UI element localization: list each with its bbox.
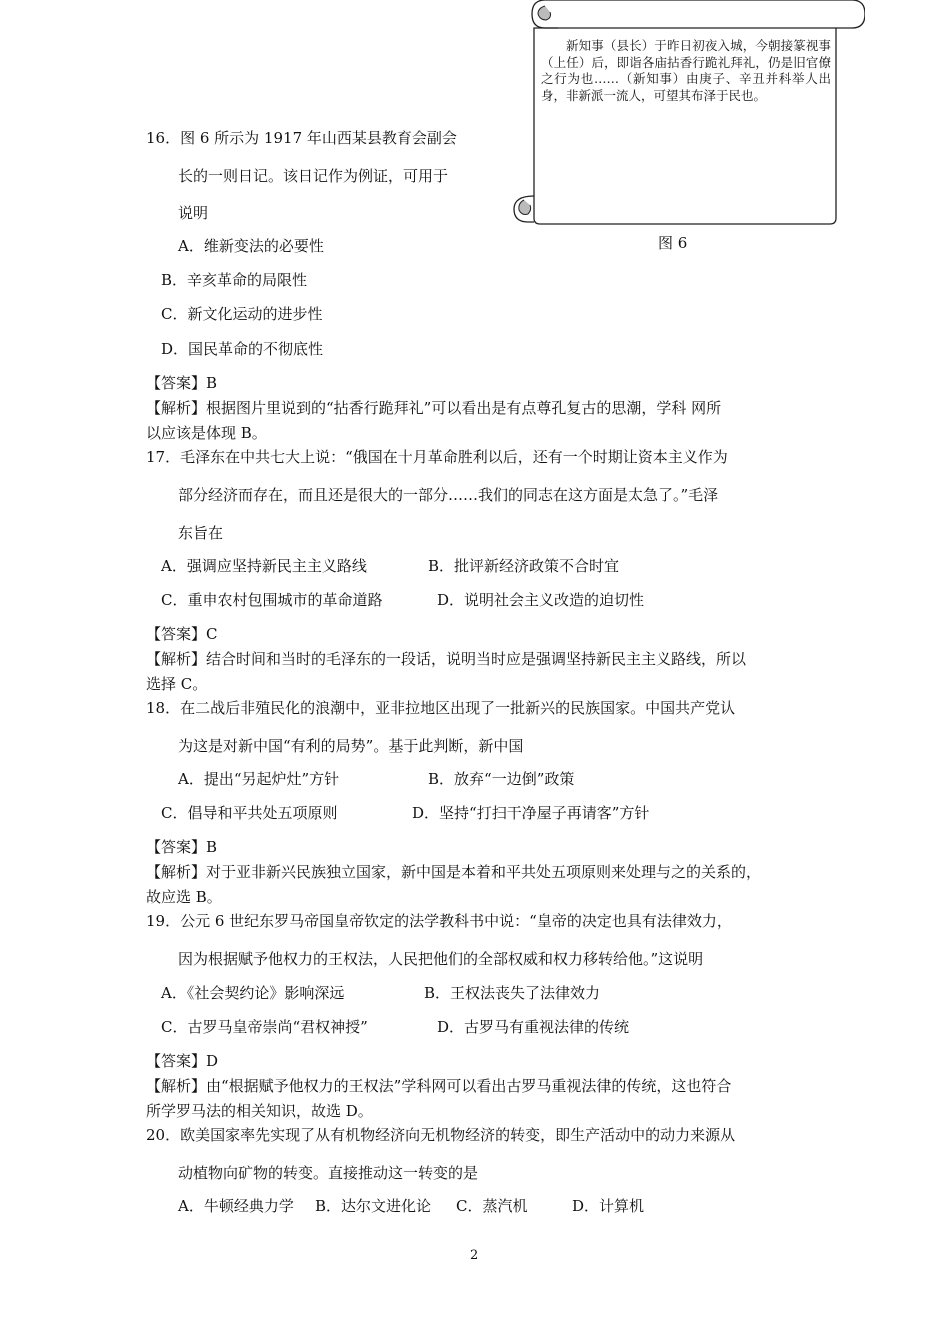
- question-19-option-a: A．《社会契约论》影响深远: [161, 984, 345, 1002]
- question-19-analysis-line-2: 所学罗马法的相关知识，故选 D。: [146, 1102, 373, 1120]
- scroll-figure: [500, 0, 865, 228]
- question-20-stem-line-1: 20．欧美国家率先实现了从有机物经济向无机物经济的转变，即生产活动中的动力来源从: [146, 1126, 736, 1144]
- question-17-stem-line-1: 17．毛泽东在中共七大上说：“俄国在十月革命胜利以后，还有一个时期让资本主义作为: [146, 448, 728, 466]
- question-17-stem-line-2: 部分经济而存在，而且还是很大的一部分……我们的同志在这方面是太急了。”毛泽: [178, 486, 719, 504]
- question-19-stem-line-2: 因为根据赋予他权力的王权法，人民把他们的全部权威和权力移转给他。”这说明: [178, 950, 704, 968]
- question-19-option-b: B．王权法丧失了法律效力: [424, 984, 601, 1002]
- question-18-answer: 【答案】B: [146, 838, 218, 856]
- question-20-option-b: B．达尔文进化论: [315, 1197, 432, 1215]
- question-18-option-c: C．倡导和平共处五项原则: [161, 804, 338, 822]
- question-16-option-b: B．辛亥革命的局限性: [161, 271, 308, 289]
- question-18-option-b: B．放弃“一边倒”政策: [428, 770, 575, 788]
- question-16-stem-line-2: 长的一则日记。该日记作为例证，可用于: [178, 167, 449, 185]
- question-17-option-c: C．重申农村包围城市的革命道路: [161, 591, 383, 609]
- question-17-option-d: D．说明社会主义改造的迫切性: [437, 591, 645, 609]
- question-17-stem-line-3: 东旨在: [178, 524, 224, 542]
- question-20-stem-line-2: 动植物向矿物的转变。直接推动这一转变的是: [178, 1164, 479, 1182]
- question-18-analysis-line-2: 故应选 B。: [146, 888, 222, 906]
- question-17-analysis-line-2: 选择 C。: [146, 675, 208, 693]
- question-16-stem-line-3: 说明: [178, 204, 209, 222]
- question-18-stem-line-2: 为这是对新中国“有利的局势”。基于此判断，新中国: [178, 737, 524, 755]
- question-17-option-b: B．批评新经济政策不合时宜: [428, 557, 620, 575]
- question-20-option-d: D．计算机: [572, 1197, 645, 1215]
- question-18-option-d: D．坚持“打扫干净屋子再请客”方针: [412, 804, 650, 822]
- question-19-option-d: D．古罗马有重视法律的传统: [437, 1018, 630, 1036]
- figure-caption: 图 6: [658, 234, 688, 252]
- question-17-answer: 【答案】C: [146, 625, 218, 643]
- question-16-answer: 【答案】B: [146, 374, 218, 392]
- question-19-analysis-line-1: 【解析】由“根据赋予他权力的王权法”学科网可以看出古罗马重视法律的传统，这也符合: [146, 1077, 732, 1095]
- question-20-option-c: C．蒸汽机: [456, 1197, 528, 1215]
- question-16-option-d: D．国民革命的不彻底性: [161, 340, 324, 358]
- question-16-stem-line-1: 16．图 6 所示为 1917 年山西某县教育会副会: [146, 129, 457, 147]
- question-19-answer: 【答案】D: [146, 1052, 219, 1070]
- question-17-analysis-line-1: 【解析】结合时间和当时的毛泽东的一段话，说明当时应是强调坚持新民主主义路线，所以: [146, 650, 747, 668]
- question-18-stem-line-1: 18．在二战后非殖民化的浪潮中，亚非拉地区出现了一批新兴的民族国家。中国共产党认: [146, 699, 736, 717]
- question-17-option-a: A．强调应坚持新民主主义路线: [161, 557, 367, 575]
- question-16-analysis-line-2: 以应该是体现 B。: [146, 424, 267, 442]
- question-19-option-c: C．古罗马皇帝崇尚“君权神授”: [161, 1018, 368, 1036]
- question-16-analysis-line-1: 【解析】根据图片里说到的“拈香行跪拜礼”可以看出是有点尊孔复古的思潮，学科 网所: [146, 399, 722, 417]
- figure-text: 新知事（县长）于昨日初夜入城，今朝接篆视事（上任）后，即诣各庙拈香行跪礼拜礼，仍是旧官僚之行为也……（新知事）由庚子、辛丑并科举人出身，非新派一流人，可望其布泽于民也。: [541, 38, 831, 103]
- question-18-option-a: A．提出“另起炉灶”方针: [178, 770, 340, 788]
- question-19-stem-line-1: 19．公元 6 世纪东罗马帝国皇帝钦定的法学教科书中说：“皇帝的决定也具有法律效力，: [146, 912, 732, 930]
- page-number: 2: [470, 1248, 479, 1263]
- question-20-option-a: A．牛顿经典力学: [178, 1197, 294, 1215]
- question-16-option-a: A．维新变法的必要性: [178, 237, 324, 255]
- question-18-analysis-line-1: 【解析】对于亚非新兴民族独立国家，新中国是本着和平共处五项原则来处理与之的关系的，: [146, 863, 762, 881]
- question-16-option-c: C．新文化运动的进步性: [161, 305, 323, 323]
